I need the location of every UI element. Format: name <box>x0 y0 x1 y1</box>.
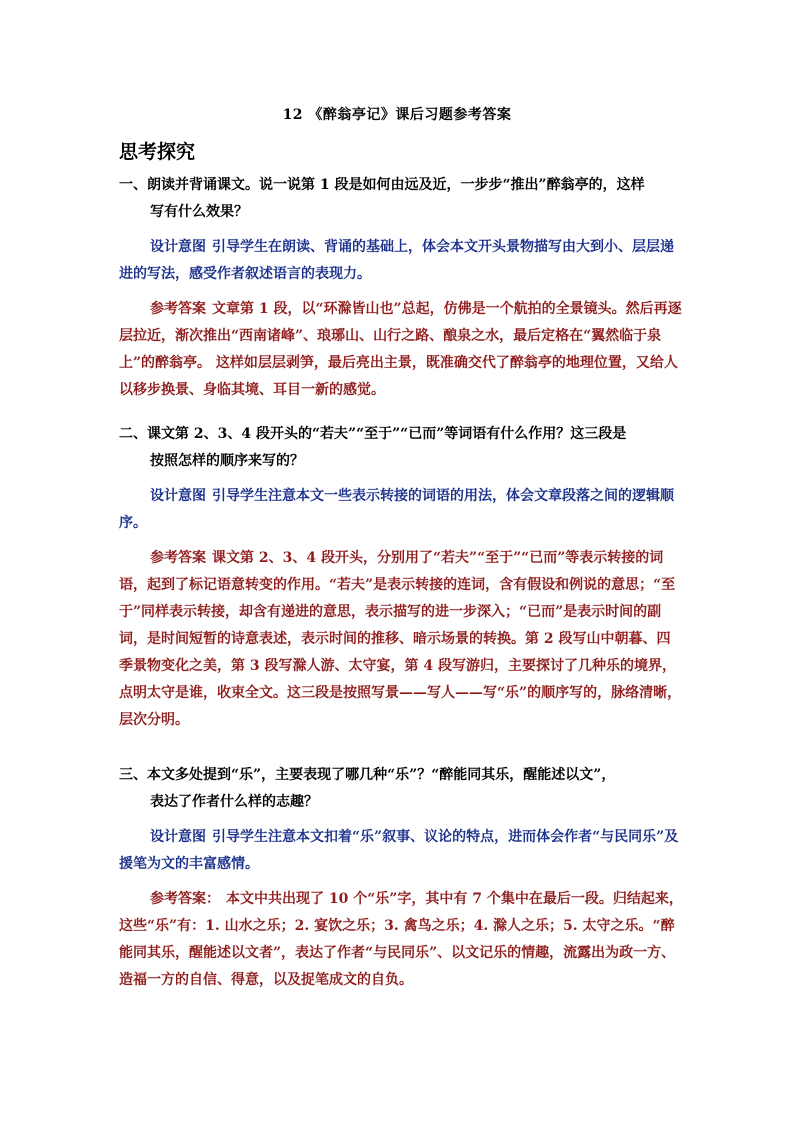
question-1-intent <box>119 234 684 288</box>
intent-label: 设计意图 <box>150 488 206 504</box>
question-2-intent <box>119 483 684 537</box>
question-3-line-1: 三、本文多处提到“乐”，主要表现了哪几种“乐”？“醉能同其乐，醒能述以文”， <box>119 767 616 783</box>
intent-text: 引导学生注意本文扣着“乐”叙事、议论的特点，进而体会作者“与民同乐”及援笔为文的丰富感情。 <box>119 829 679 872</box>
question-2 <box>119 421 684 475</box>
answer-text: 课文第 2、3、4 段开头，分别用了“若夫”“至于”“已而”等表示转接的词语，起到了标记语意转变的作用。“若夫”是表示转接的连词，含有假设和例说的意思；“至于”同样表示转接，却含有递进的意思，表示描写的进一步深入；“已而”是表示时间的副词，是时间短暂的诗意表述，表示时间的推移、暗示场景的转换。第 2 段写山中朝暮、四季景物变化之美，第 3 段写滁人游、太守宴，第 4 段写游归，主要探讨了几种乐的境界，点明太守是谁，收束全文。这三段是按照写景——写人——写“乐”的顺序写的，脉络清晰，层次分明。 <box>119 550 682 728</box>
intent-label: 设计意图 <box>150 829 206 845</box>
question-2-line-1: 二、课文第 2、3、4 段开头的“若夫”“至于”“已而”等词语有什么作用？这三段是 <box>119 426 627 442</box>
question-1 <box>119 172 684 226</box>
question-1-line-1: 一、朗读并背诵课文。说一说第 1 段是如何由远及近，一步步“推出”醉翁亭的，这样 <box>119 177 645 193</box>
question-3-intent <box>119 824 684 878</box>
question-3-answer <box>119 886 684 994</box>
answer-label: 参考答案 <box>150 550 206 566</box>
answer-label: 参考答案： <box>150 891 220 907</box>
section-heading: 思考探究 <box>119 141 196 163</box>
intent-label: 设计意图 <box>150 239 206 255</box>
question-2-line-2: 按照怎样的顺序来写的？ <box>150 453 304 469</box>
intent-text: 引导学生注意本文一些表示转接的词语的用法，体会文章段落之间的逻辑顺序。 <box>119 488 674 531</box>
answer-text: 文章第 1 段，以“环滁皆山也”总起，仿佛是一个航拍的全景镜头。然后再逐层拉近，渐次推出“西南诸峰”、琅琊山、山行之路、酿泉之水，最后定格在“翼然临于泉上”的醉翁亭。 这样如层层剥笋，最后亮出主景，既准确交代了醉翁亭的地理位置，又给人以移步换景、身临其境、耳目一新的感觉。 <box>119 301 682 398</box>
question-1-answer <box>119 296 684 404</box>
document-title: 12 《醉翁亭记》课后习题参考答案 <box>282 107 512 123</box>
question-1-line-2: 写有什么效果？ <box>150 204 248 220</box>
question-2-answer <box>119 545 684 734</box>
question-3-line-2: 表达了作者什么样的志趣？ <box>150 794 318 810</box>
question-3 <box>119 762 684 816</box>
answer-label: 参考答案 <box>150 301 206 317</box>
answer-text: 本文中共出现了 10 个“乐”字，其中有 7 个集中在最后一段。归结起来，这些“乐”有：1. 山水之乐；2. 宴饮之乐；3. 禽鸟之乐；4. 滁人之乐；5. 太守之乐。“醉能同其乐，醒能述以文者”，表达了作者“与民同乐”、以文记乐的情趣，流露出为政一方、造福一方的自信、得意，以及捉笔成文的自负。 <box>119 891 683 988</box>
intent-text: 引导学生在朗读、背诵的基础上，体会本文开头景物描写由大到小、层层递进的写法，感受作者叙述语言的表现力。 <box>119 239 674 282</box>
